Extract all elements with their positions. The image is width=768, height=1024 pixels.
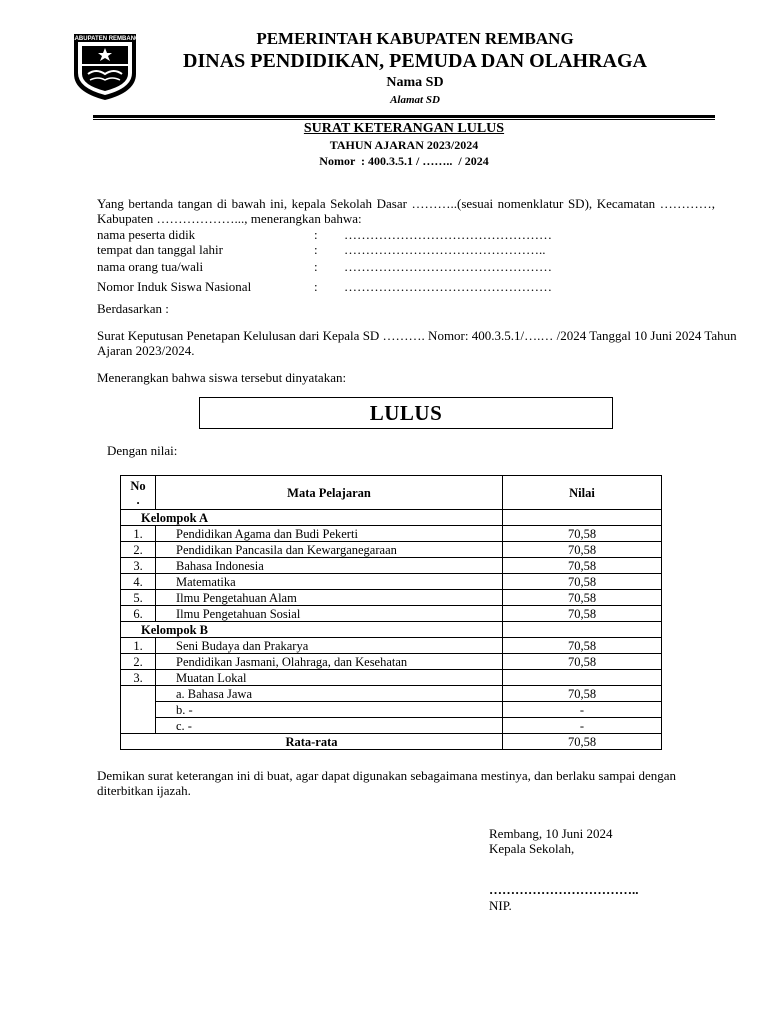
letter-number: Nomor : 400.3.5.1 / …….. / 2024: [319, 154, 489, 168]
header-rule-thick: [93, 115, 715, 118]
header-subject: Mata Pelajaran: [156, 476, 503, 510]
government-name: PEMERINTAH KABUPATEN REMBANG: [256, 29, 574, 48]
table-row: 1. Pendidikan Agama dan Budi Pekerti 70,58: [121, 526, 662, 542]
field-value-parent: …………………………………………: [344, 259, 552, 274]
table-header-row: [121, 476, 662, 510]
field-label-nisn: Nomor Induk Siswa Nasional: [97, 279, 252, 294]
table-row: 3. Muatan Lokal: [121, 670, 662, 686]
logo-text: KABUPATEN REMBANG: [70, 36, 140, 42]
field-label-name: nama peserta didik: [97, 227, 196, 242]
school-address: Alamat SD: [390, 94, 440, 106]
statement-text: Menerangkan bahwa siswa tersebut dinyatakan:: [97, 370, 347, 385]
field-label-birth: tempat dan tanggal lahir: [97, 242, 223, 257]
table-row: 6. Ilmu Pengetahuan Sosial 70,58: [121, 606, 662, 622]
average-row: [121, 734, 662, 750]
table-row: 4. Matematika 70,58: [121, 574, 662, 590]
regency-logo: [70, 30, 140, 102]
signer-name-line: ……………………………..: [489, 882, 639, 897]
header-score: Nilai: [503, 476, 662, 510]
school-name: Nama SD: [386, 75, 444, 90]
closing-paragraph: Demikan surat keterangan ini di buat, agar dapat digunakan sebagaimana mestinya, dan berlaku sampai dengan diterbitkan ijazah.: [97, 768, 677, 798]
group-row: [121, 622, 662, 638]
field-colon: :: [314, 279, 318, 294]
field-colon: :: [314, 227, 318, 242]
average-label: Rata-rata: [121, 734, 503, 750]
grades-table: [120, 475, 662, 750]
table-row: a. Bahasa Jawa 70,58: [121, 686, 662, 702]
department-name: DINAS PENDIDIKAN, PEMUDA DAN OLAHRAGA: [183, 50, 647, 72]
academic-year: TAHUN AJARAN 2023/2024: [329, 138, 479, 152]
table-row: c. - -: [121, 718, 662, 734]
field-colon: :: [314, 259, 318, 274]
table-row: 1. Seni Budaya dan Prakarya 70,58: [121, 638, 662, 654]
header-rule-thin: [93, 119, 715, 120]
decree-paragraph: Surat Keputusan Penetapan Kelulusan dari Kepala SD ………. Nomor: 400.3.5.1/….… /2024 Tanggal 10 Juni 2024 Tahun Ajaran 2023/2024.: [97, 328, 737, 358]
table-row: 2. Pendidikan Pancasila dan Kewarganegaraan 70,58: [121, 542, 662, 558]
grades-intro: Dengan nilai:: [107, 443, 178, 458]
average-value: 70,58: [503, 734, 662, 750]
group-a-label: Kelompok A: [121, 510, 503, 526]
letter-title: SURAT KETERANGAN LULUS: [303, 121, 505, 136]
table-row: 5. Ilmu Pengetahuan Alam 70,58: [121, 590, 662, 606]
place-date: Rembang, 10 Juni 2024: [489, 826, 613, 841]
intro-paragraph: Yang bertanda tangan di bawah ini, kepala Sekolah Dasar ………..(sesuai nomenklatur SD), Kecamatan …………, Kabupaten ………………..., menerangkan bahwa:: [97, 196, 715, 226]
table-row: b. - -: [121, 702, 662, 718]
signer-nip: NIP.: [489, 898, 512, 913]
header-no: No .: [121, 476, 156, 510]
field-value-birth: ………………………………………..: [344, 242, 546, 257]
group-b-label: Kelompok B: [121, 622, 503, 638]
field-colon: :: [314, 242, 318, 257]
signer-position: Kepala Sekolah,: [489, 841, 575, 856]
field-label-parent: nama orang tua/wali: [97, 259, 204, 274]
berdasarkan-label: Berdasarkan :: [97, 301, 169, 316]
status-box: LULUS: [199, 397, 613, 429]
table-row: 2. Pendidikan Jasmani, Olahraga, dan Kesehatan 70,58: [121, 654, 662, 670]
field-value-name: …………………………………………: [344, 227, 552, 242]
group-row: [121, 510, 662, 526]
table-row: 3. Bahasa Indonesia 70,58: [121, 558, 662, 574]
field-value-nisn: …………………………………………: [344, 279, 552, 294]
